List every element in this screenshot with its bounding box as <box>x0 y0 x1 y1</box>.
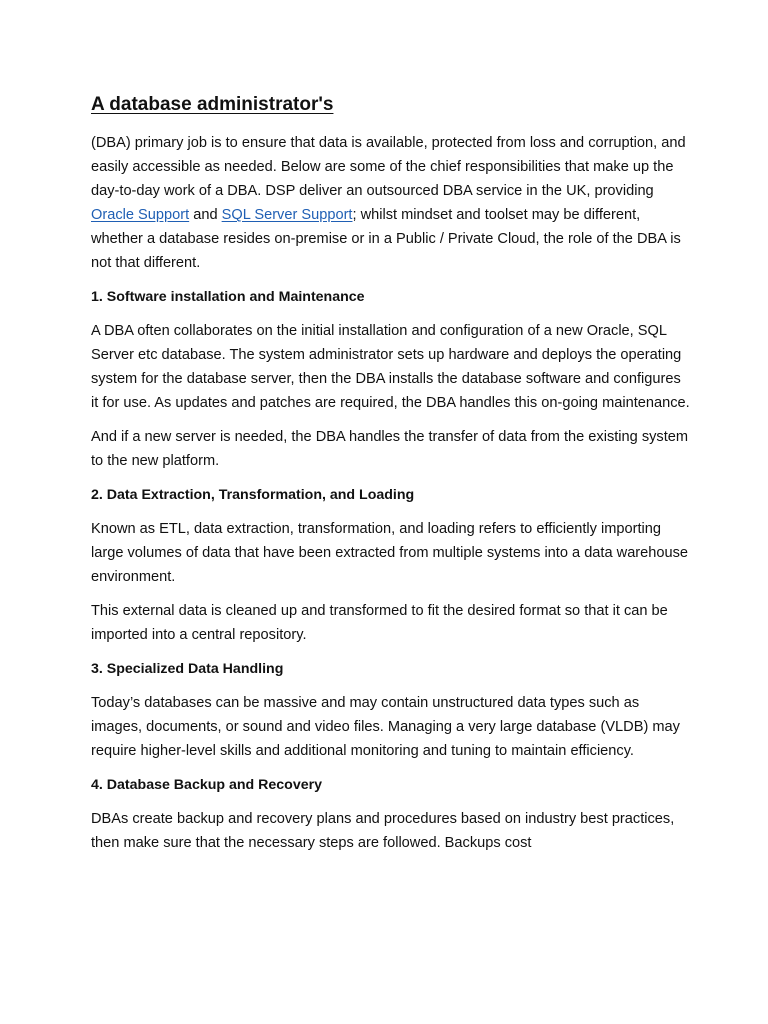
sql-server-support-link[interactable]: SQL Server Support <box>221 207 353 223</box>
section-heading-backup: 4. Database Backup and Recovery <box>91 777 323 793</box>
section-paragraph: Known as ETL, data extraction, transformation, and loading refers to efficiently importing large volumes of data that have been extracted from multiple systems into a data warehouse environment. <box>91 521 689 585</box>
intro-text: and <box>189 207 222 223</box>
section-paragraph: A DBA often collaborates on the initial installation and configuration of a new Oracle, SQL Server etc database. The system administrator sets up hardware and deploys the operating system for the database server, then the DBA installs the database software and configures it for use. As updates and patches are required, the DBA handles this on-going maintenance. <box>91 323 690 411</box>
section-paragraph: DBAs create backup and recovery plans and procedures based on industry best practices, then make sure that the necessary steps are followed. Backups cost <box>91 811 675 851</box>
section-heading-installation: 1. Software installation and Maintenance <box>91 289 365 305</box>
section-paragraph: This external data is cleaned up and transformed to fit the desired format so that it can be imported into a central repository. <box>91 603 668 643</box>
intro-text: ; whilst mindset and toolset may be different, whether a database resides on-premise or in a Public / Private Cloud, the role of the DBA is not that different. <box>91 207 681 271</box>
section-heading-data-handling: 3. Specialized Data Handling <box>91 661 284 677</box>
document-title: A database administrator's <box>91 94 334 115</box>
section-heading-etl: 2. Data Extraction, Transformation, and Loading <box>91 487 415 503</box>
intro-text: (DBA) primary job is to ensure that data is available, protected from loss and corruption, and easily accessible as needed. Below are some of the chief responsibilities that make up the day-to-day work of a DBA. DSP deliver an outsourced DBA service in the UK, providing <box>91 135 686 199</box>
intro-paragraph <box>91 131 691 275</box>
section-paragraph: And if a new server is needed, the DBA handles the transfer of data from the existing system to the new platform. <box>91 429 689 469</box>
oracle-support-link[interactable]: Oracle Support <box>91 207 190 223</box>
section-paragraph: Today’s databases can be massive and may contain unstructured data types such as images, documents, or sound and video files. Managing a very large database (VLDB) may require higher-level skills and additional monitoring and tuning to maintain efficiency. <box>91 695 680 759</box>
document-page <box>91 92 691 855</box>
